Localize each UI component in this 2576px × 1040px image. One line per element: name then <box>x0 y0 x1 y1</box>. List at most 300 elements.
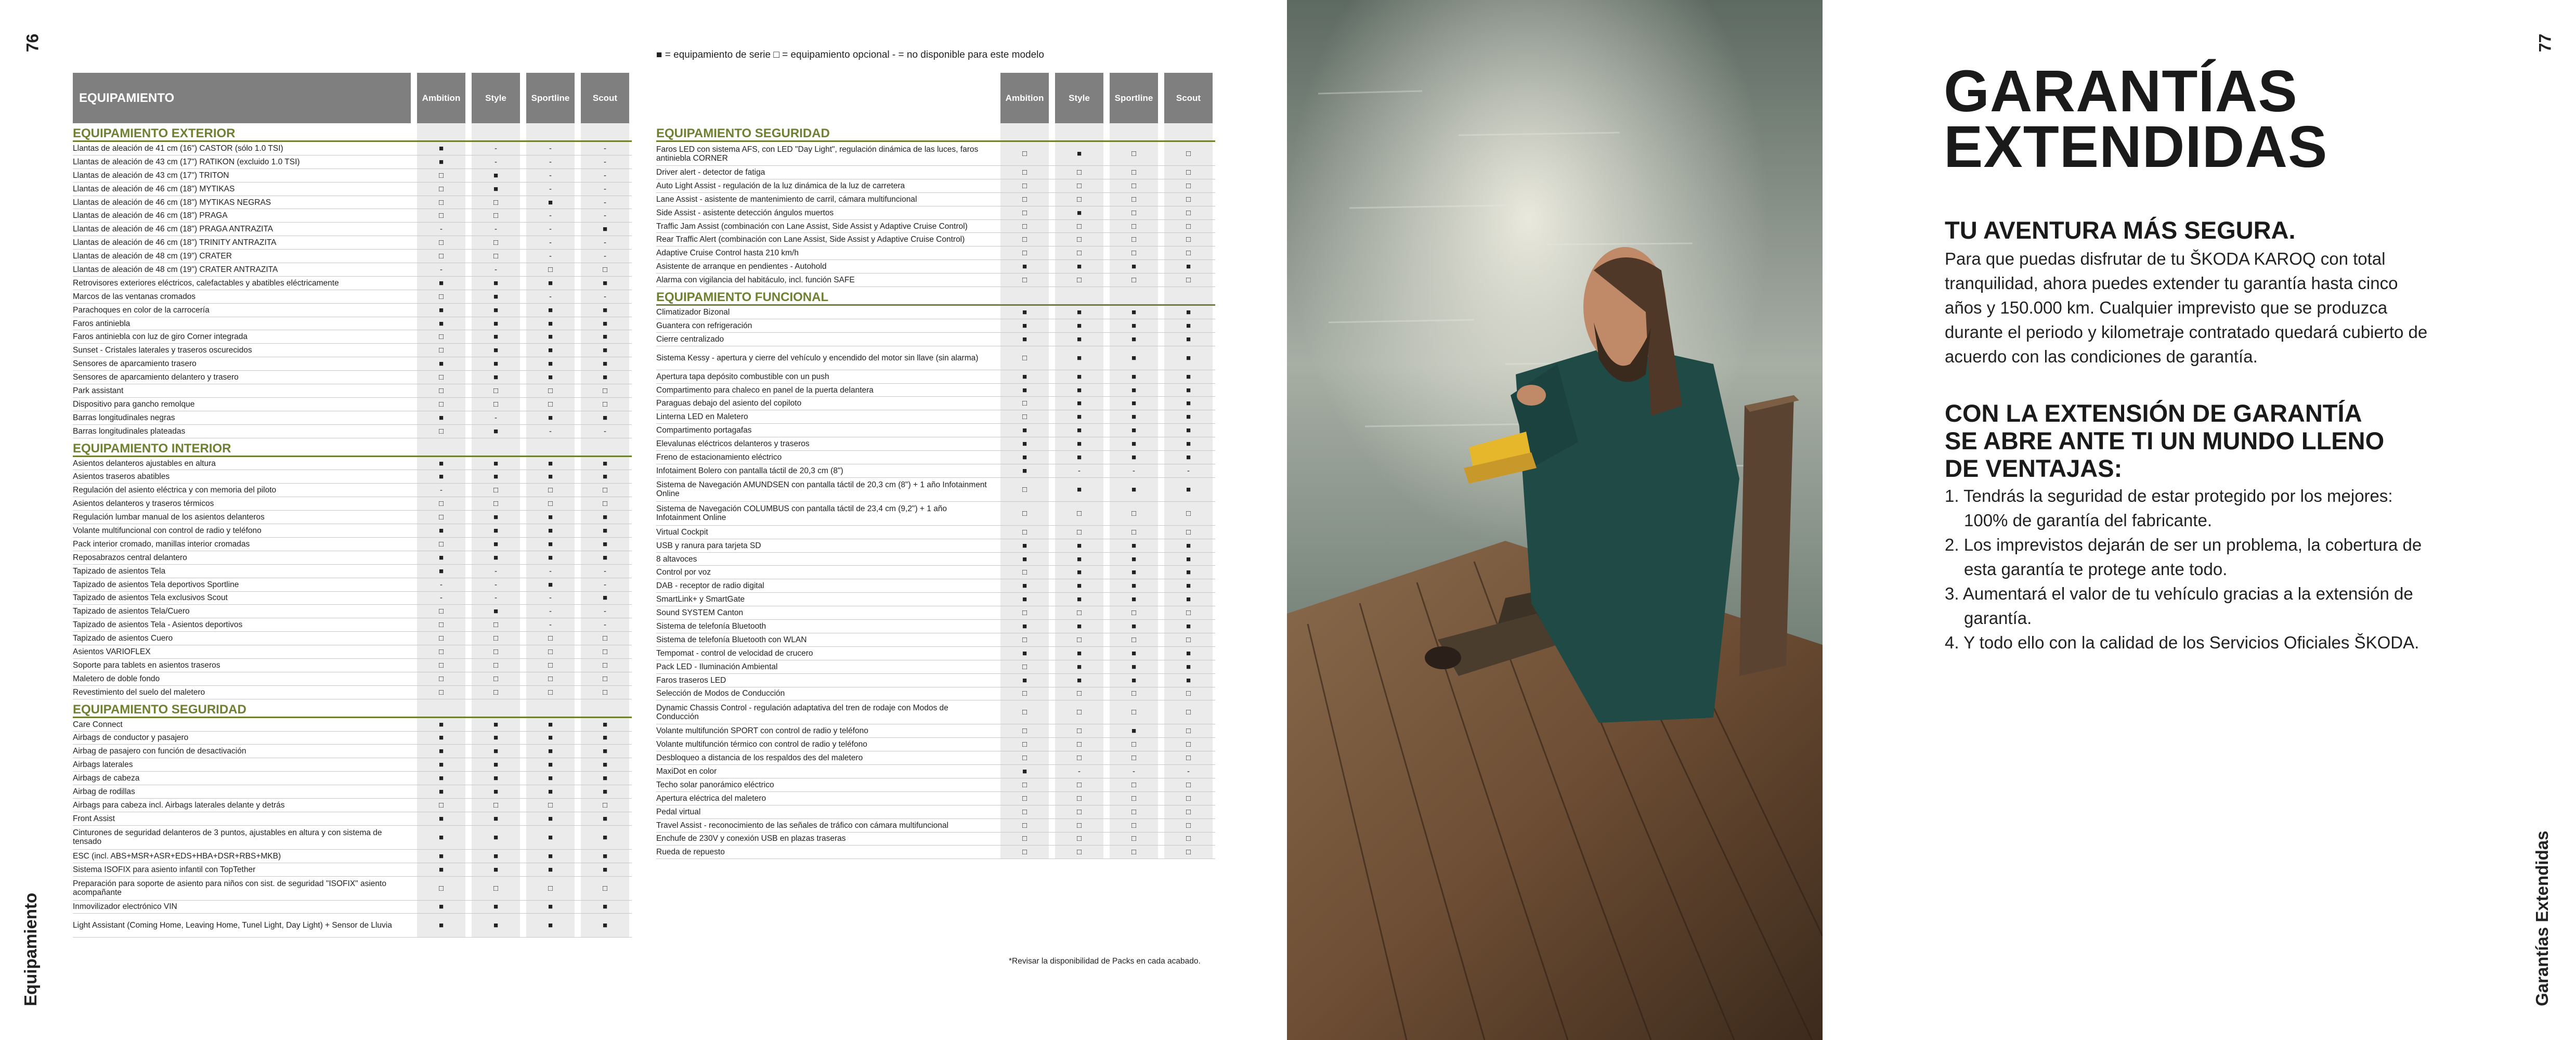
table-row <box>73 718 632 732</box>
row-label: Sistema de Navegación COLUMBUS con pantalla táctil de 23,4 cm (9,2") + 1 año Infotainment Online <box>656 504 947 523</box>
row-label: Faros LED con sistema AFS, con LED "Day Light", regulación dinámica de las luces, faros antiniebla CORNER <box>656 145 979 163</box>
cell-ambition: □ <box>417 511 465 524</box>
cell-scout: ■ <box>581 470 629 483</box>
cell-ambition: □ <box>1000 246 1049 259</box>
cell-scout: ■ <box>581 277 629 290</box>
table-row <box>656 579 1215 593</box>
table-row <box>73 317 632 331</box>
cell-style: □ <box>1055 502 1103 525</box>
table-row <box>73 686 632 699</box>
cell-sportline: - <box>526 605 575 618</box>
cell-scout: □ <box>1164 633 1213 646</box>
table-row <box>656 647 1215 660</box>
cell-sportline: □ <box>526 645 575 658</box>
cell-sportline: □ <box>1110 206 1158 219</box>
row-label: Paraguas debajo del asiento del copiloto <box>656 399 802 408</box>
row-label: Regulación del asiento eléctrica y con memoria del piloto <box>73 486 277 495</box>
cell-sportline: ■ <box>1110 260 1158 273</box>
cell-scout: - <box>581 290 629 303</box>
cell-ambition: - <box>417 484 465 497</box>
equipment-table-right <box>656 49 1215 859</box>
cell-scout: ■ <box>1164 539 1213 552</box>
cell-sportline: - <box>526 618 575 631</box>
cell-sportline: - <box>526 565 575 578</box>
cell-ambition: □ <box>1000 724 1049 737</box>
cell-scout: ■ <box>581 317 629 330</box>
cell-scout: □ <box>1164 687 1213 700</box>
cell-scout: ■ <box>1164 451 1213 464</box>
cell-scout: - <box>1164 464 1213 477</box>
cell-sportline: ■ <box>526 538 575 551</box>
cell-sportline: ■ <box>1110 593 1158 606</box>
table-row <box>656 792 1215 805</box>
row-label: Asientos delanteros y traseros térmicos <box>73 499 214 509</box>
table-row <box>73 371 632 384</box>
row-label: Airbag de rodillas <box>73 787 135 797</box>
cell-ambition: ■ <box>417 812 465 825</box>
cell-style: ■ <box>1055 346 1103 370</box>
row-label: Guantera con refrigeración <box>656 321 752 330</box>
cell-sportline: □ <box>1110 833 1158 846</box>
cell-scout: ■ <box>581 371 629 384</box>
cell-style: ■ <box>472 863 520 876</box>
cell-scout: ■ <box>581 850 629 863</box>
cell-sportline: ■ <box>1110 566 1158 579</box>
cell-scout: - <box>581 155 629 168</box>
cell-ambition: □ <box>417 250 465 263</box>
cell-ambition: ■ <box>417 317 465 330</box>
cell-scout: ■ <box>1164 306 1213 319</box>
cell-ambition: □ <box>417 209 465 222</box>
section-title: EQUIPAMIENTO FUNCIONAL <box>656 290 829 305</box>
cell-ambition: □ <box>1000 166 1049 179</box>
cell-sportline: □ <box>1110 233 1158 246</box>
cell-scout: - <box>581 142 629 155</box>
table-header-title: EQUIPAMIENTO <box>73 73 411 123</box>
table-row <box>656 166 1215 179</box>
row-label: Alarma con vigilancia del habitáculo, incl. función SAFE <box>656 276 855 285</box>
subtitle-extension-l1: CON LA EXTENSIÓN DE GARANTÍA <box>1945 399 2362 427</box>
cell-sportline: ■ <box>526 411 575 424</box>
row-label: Airbag de pasajero con función de desactivación <box>73 747 246 756</box>
row-label: Sistema de telefonía Bluetooth con WLAN <box>656 635 807 644</box>
cell-scout: ■ <box>581 863 629 876</box>
cell-ambition: ■ <box>1000 593 1049 606</box>
cell-ambition: ■ <box>1000 319 1049 332</box>
cell-scout: □ <box>581 398 629 411</box>
section-cell-bg <box>472 699 520 718</box>
cell-style: ■ <box>1055 319 1103 332</box>
cell-scout: ■ <box>1164 553 1213 566</box>
row-label: Linterna LED en Maletero <box>656 412 748 422</box>
cell-sportline: ■ <box>1110 660 1158 673</box>
row-label: Asistente de arranque en pendientes - Autohold <box>656 262 827 271</box>
cell-ambition: ■ <box>417 142 465 155</box>
cell-scout: ■ <box>1164 674 1213 687</box>
advantages-list <box>1945 484 2434 655</box>
cell-ambition: ■ <box>417 850 465 863</box>
cell-sportline: □ <box>1110 700 1158 724</box>
cell-scout: - <box>581 578 629 591</box>
table-row <box>73 236 632 250</box>
cell-style: ■ <box>1055 397 1103 410</box>
cell-ambition: □ <box>1000 805 1049 818</box>
subtitle-extension <box>1945 399 2384 482</box>
cell-ambition: □ <box>417 344 465 357</box>
cell-sportline: □ <box>1110 792 1158 805</box>
cell-sportline: □ <box>1110 738 1158 751</box>
cell-sportline: - <box>526 236 575 249</box>
cell-scout: □ <box>581 384 629 397</box>
cell-style: ■ <box>472 371 520 384</box>
cell-scout: ■ <box>1164 478 1213 501</box>
table-row <box>656 384 1215 397</box>
cell-ambition: ■ <box>1000 765 1049 778</box>
row-label: Cierre centralizado <box>656 334 724 344</box>
table-row <box>73 511 632 524</box>
cell-sportline: □ <box>526 672 575 685</box>
cell-scout: ■ <box>581 457 629 470</box>
row-label: Llantas de aleación de 46 cm (18") TRINITY ANTRAZITA <box>73 238 277 248</box>
cell-scout: ■ <box>1164 319 1213 332</box>
cell-sportline: □ <box>526 799 575 812</box>
cell-sportline: ■ <box>526 718 575 731</box>
cell-style: ■ <box>1055 451 1103 464</box>
cell-ambition: □ <box>1000 700 1049 724</box>
table-row <box>73 565 632 578</box>
section-cell-bg <box>1000 287 1049 306</box>
row-label: Pack interior cromado, manillas interior cromadas <box>73 539 250 549</box>
section-cell-bg <box>581 123 629 142</box>
row-label: Sunset - Cristales laterales y traseros oscurecidos <box>73 346 252 355</box>
cell-sportline: - <box>1110 765 1158 778</box>
table-row <box>656 397 1215 410</box>
table-row <box>656 142 1215 166</box>
cell-scout: - <box>581 169 629 182</box>
table-row <box>656 553 1215 566</box>
section-cell-bg <box>1055 123 1103 142</box>
cell-style: ■ <box>1055 593 1103 606</box>
cell-scout: □ <box>1164 220 1213 233</box>
cell-style: ■ <box>472 732 520 745</box>
row-label: Sistema ISOFIX para asiento infantil con TopTether <box>73 865 256 874</box>
cell-sportline: □ <box>1110 142 1158 165</box>
cell-sportline: ■ <box>526 551 575 564</box>
cell-style: □ <box>472 618 520 631</box>
row-label: Compartimento para chaleco en panel de la puerta delantera <box>656 385 874 395</box>
table-row <box>73 411 632 425</box>
cell-style: ■ <box>472 277 520 290</box>
cell-style: ■ <box>472 538 520 551</box>
cell-ambition: ■ <box>417 304 465 317</box>
table-row <box>656 246 1215 260</box>
cell-style: □ <box>1055 193 1103 206</box>
row-label: Sensores de aparcamiento trasero <box>73 359 197 369</box>
cell-ambition: □ <box>417 169 465 182</box>
cell-sportline: ■ <box>1110 451 1158 464</box>
cell-ambition: □ <box>417 425 465 438</box>
cell-style: □ <box>1055 179 1103 192</box>
cell-ambition: □ <box>417 538 465 551</box>
cell-style: ■ <box>1055 579 1103 592</box>
section-cell-bg <box>1000 123 1049 142</box>
cell-style: □ <box>1055 233 1103 246</box>
cell-style: □ <box>472 484 520 497</box>
cell-sportline: - <box>526 223 575 236</box>
table-row <box>656 451 1215 464</box>
table-row <box>656 539 1215 553</box>
cell-sportline: ■ <box>526 524 575 537</box>
row-label: Reposabrazos central delantero <box>73 553 187 562</box>
cell-scout: - <box>581 250 629 263</box>
column-ambition: Ambition <box>417 73 465 123</box>
cell-scout: - <box>581 618 629 631</box>
row-label: Airbags de cabeza <box>73 774 140 783</box>
cell-sportline: □ <box>526 384 575 397</box>
cell-scout: ■ <box>581 772 629 785</box>
table-row <box>73 826 632 850</box>
row-label: Sistema de Navegación AMUNDSEN con pantalla táctil de 20,3 cm (8") + 1 año Infotainment Online <box>656 480 987 499</box>
cell-style: ■ <box>472 850 520 863</box>
cell-ambition: □ <box>1000 397 1049 410</box>
table-row <box>656 805 1215 819</box>
cell-style: - <box>472 565 520 578</box>
cell-ambition: ■ <box>417 718 465 731</box>
cell-ambition: ■ <box>1000 424 1049 437</box>
table-row <box>73 632 632 645</box>
cell-sportline: - <box>526 142 575 155</box>
cell-ambition: □ <box>417 686 465 699</box>
cell-ambition: ■ <box>417 901 465 914</box>
cell-ambition: ■ <box>1000 620 1049 633</box>
table-row <box>656 778 1215 792</box>
cell-sportline: - <box>526 290 575 303</box>
cell-ambition: □ <box>1000 142 1049 165</box>
cell-style: □ <box>1055 526 1103 539</box>
table-row <box>656 700 1215 724</box>
cell-style: - <box>472 592 520 605</box>
section-title: EQUIPAMIENTO SEGURIDAD <box>73 702 246 717</box>
cell-style: □ <box>472 250 520 263</box>
cell-scout: ■ <box>581 732 629 745</box>
cell-style: ■ <box>472 605 520 618</box>
cell-sportline: - <box>526 592 575 605</box>
cell-scout: □ <box>581 484 629 497</box>
cell-ambition: ■ <box>417 914 465 937</box>
cell-scout: ■ <box>581 344 629 357</box>
cell-style: - <box>472 263 520 276</box>
cell-scout: ■ <box>581 812 629 825</box>
row-label: Volante multifunción térmico con control de radio y teléfono <box>656 740 867 749</box>
cell-style: - <box>1055 765 1103 778</box>
cell-scout: - <box>581 605 629 618</box>
table-row <box>656 660 1215 674</box>
row-label: USB y ranura para tarjeta SD <box>656 541 761 550</box>
row-label: Revestimiento del suelo del maletero <box>73 687 205 697</box>
cell-scout: ■ <box>1164 660 1213 673</box>
cell-scout: ■ <box>581 718 629 731</box>
subtitle-adventure: TU AVENTURA MÁS SEGURA. <box>1945 216 2296 244</box>
cell-scout: ■ <box>581 914 629 937</box>
row-label: Control por voz <box>656 568 711 577</box>
row-label: Cinturones de seguridad delanteros de 3 puntos, ajustables en altura y con sistema de tensado <box>73 828 382 847</box>
section-cell-bg <box>1110 287 1158 306</box>
cell-scout: - <box>581 183 629 196</box>
cell-sportline: □ <box>526 263 575 276</box>
section-title: EQUIPAMIENTO INTERIOR <box>73 441 231 456</box>
cell-sportline: □ <box>526 484 575 497</box>
cell-style: ■ <box>472 457 520 470</box>
table-row <box>656 819 1215 833</box>
cell-ambition: ■ <box>1000 370 1049 383</box>
cell-sportline: ■ <box>526 758 575 771</box>
cell-sportline: □ <box>1110 687 1158 700</box>
section-cell-bg <box>417 438 465 457</box>
table-row <box>656 593 1215 606</box>
cell-style: □ <box>472 645 520 658</box>
cell-ambition: - <box>417 223 465 236</box>
cell-ambition: - <box>417 592 465 605</box>
cell-style: ■ <box>1055 206 1103 219</box>
cell-style: □ <box>472 877 520 900</box>
cell-ambition: □ <box>1000 274 1049 287</box>
row-label: Llantas de aleación de 46 cm (18") MYTIKAS NEGRAS <box>73 198 271 207</box>
section-cell-bg <box>417 699 465 718</box>
cell-ambition: □ <box>1000 193 1049 206</box>
cell-style: ■ <box>1055 566 1103 579</box>
cell-sportline: □ <box>526 659 575 672</box>
cell-style: ■ <box>472 317 520 330</box>
cell-style: □ <box>1055 833 1103 846</box>
cell-style: - <box>472 578 520 591</box>
cell-scout: ■ <box>1164 410 1213 423</box>
cell-sportline: - <box>526 169 575 182</box>
row-label: Apertura eléctrica del maletero <box>656 794 766 803</box>
table-row <box>656 319 1215 333</box>
intro-paragraph: Para que puedas disfrutar de tu ŠKODA KAROQ con total tranquilidad, ahora puedes extender tu garantía hasta cinco años y 150.000 km. Cualquier imprevisto que se produzca durante el periodo y kilometraje contratado quedará cubierto de acuerdo con las condiciones de garantía. <box>1945 249 2428 366</box>
cell-scout: □ <box>1164 193 1213 206</box>
cell-sportline: ■ <box>526 850 575 863</box>
cell-style: ■ <box>1055 620 1103 633</box>
cell-sportline: ■ <box>526 732 575 745</box>
cell-ambition: □ <box>417 497 465 510</box>
cell-sportline: ■ <box>1110 553 1158 566</box>
cell-sportline: □ <box>526 497 575 510</box>
cell-scout: ■ <box>1164 424 1213 437</box>
cell-style: ■ <box>472 425 520 438</box>
cell-scout: ■ <box>581 745 629 758</box>
cell-ambition: □ <box>417 196 465 209</box>
cell-style: ■ <box>1055 553 1103 566</box>
row-label: Faros traseros LED <box>656 675 726 685</box>
row-label: Desbloqueo a distancia de los respaldos des del maletero <box>656 753 863 763</box>
cell-style: □ <box>472 497 520 510</box>
cell-scout: - <box>581 425 629 438</box>
table-row <box>656 437 1215 451</box>
cell-style: - <box>1055 464 1103 477</box>
row-label: Asientos VARIOFLEX <box>73 647 151 656</box>
cell-ambition: □ <box>417 236 465 249</box>
row-label: Faros antiniebla <box>73 319 131 328</box>
row-label: Llantas de aleación de 41 cm (16") CASTOR (sólo 1.0 TSI) <box>73 144 283 153</box>
cell-ambition: □ <box>1000 792 1049 805</box>
cell-sportline: ■ <box>1110 647 1158 660</box>
cell-style: ■ <box>472 901 520 914</box>
cell-ambition: ■ <box>417 551 465 564</box>
cell-scout: □ <box>581 645 629 658</box>
section-cell-bg <box>526 699 575 718</box>
cell-sportline: ■ <box>526 826 575 849</box>
cell-scout: - <box>1164 765 1213 778</box>
cell-scout: □ <box>1164 246 1213 259</box>
cell-scout: □ <box>1164 206 1213 219</box>
cell-scout: ■ <box>581 758 629 771</box>
row-label: Volante multifunción SPORT con control de radio y teléfono <box>656 726 868 736</box>
table-row <box>656 620 1215 633</box>
cell-style: □ <box>1055 819 1103 832</box>
cell-ambition: ■ <box>417 277 465 290</box>
table-row <box>73 877 632 901</box>
row-label: MaxiDot en color <box>656 767 717 776</box>
cell-style: ■ <box>1055 437 1103 450</box>
table-row <box>73 183 632 196</box>
cell-ambition: □ <box>417 605 465 618</box>
cell-style: ■ <box>472 470 520 483</box>
row-label: Side Assist - asistente detección ángulos muertos <box>656 208 834 217</box>
cell-scout: ■ <box>581 826 629 849</box>
equipment-table-left <box>73 73 632 938</box>
cell-ambition: □ <box>1000 346 1049 370</box>
cell-scout: □ <box>1164 526 1213 539</box>
section-equipamiento-exterior <box>73 123 632 142</box>
cell-ambition: □ <box>417 371 465 384</box>
row-label: Llantas de aleación de 48 cm (19") CRATER ANTRAZITA <box>73 265 278 274</box>
cell-scout: ■ <box>581 551 629 564</box>
table-row <box>656 765 1215 778</box>
cell-ambition: □ <box>417 672 465 685</box>
legend: ■ = equipamiento de serie □ = equipamiento opcional - = no disponible para este modelo <box>656 49 1044 60</box>
cell-sportline: ■ <box>1110 674 1158 687</box>
cell-sportline: ■ <box>1110 410 1158 423</box>
row-label: Tapizado de asientos Tela exclusivos Scout <box>73 593 228 603</box>
table-row <box>656 306 1215 319</box>
table-row <box>656 478 1215 502</box>
row-label: Enchufe de 230V y conexión USB en plazas traseras <box>656 834 846 843</box>
cell-scout: ■ <box>581 592 629 605</box>
cell-scout: □ <box>581 497 629 510</box>
cell-style: □ <box>1055 687 1103 700</box>
table-row <box>73 812 632 826</box>
table-row <box>73 605 632 618</box>
table-row <box>73 398 632 411</box>
cell-style: ■ <box>472 785 520 798</box>
cell-ambition: □ <box>1000 206 1049 219</box>
cell-style: □ <box>1055 274 1103 287</box>
cell-style: ■ <box>472 511 520 524</box>
cell-sportline: □ <box>1110 606 1158 619</box>
cell-ambition: □ <box>1000 778 1049 791</box>
row-label: Airbags para cabeza incl. Airbags laterales delante y detrás <box>73 800 285 810</box>
cell-ambition: ■ <box>1000 674 1049 687</box>
cell-sportline: ■ <box>1110 397 1158 410</box>
cell-scout: □ <box>581 632 629 645</box>
row-label: Barras longitudinales negras <box>73 413 175 422</box>
cell-style: □ <box>1055 792 1103 805</box>
row-label: Barras longitudinales plateadas <box>73 426 186 436</box>
row-label: Elevalunas eléctricos delanteros y traseros <box>656 439 810 449</box>
cell-scout: □ <box>1164 792 1213 805</box>
table-row <box>73 645 632 659</box>
